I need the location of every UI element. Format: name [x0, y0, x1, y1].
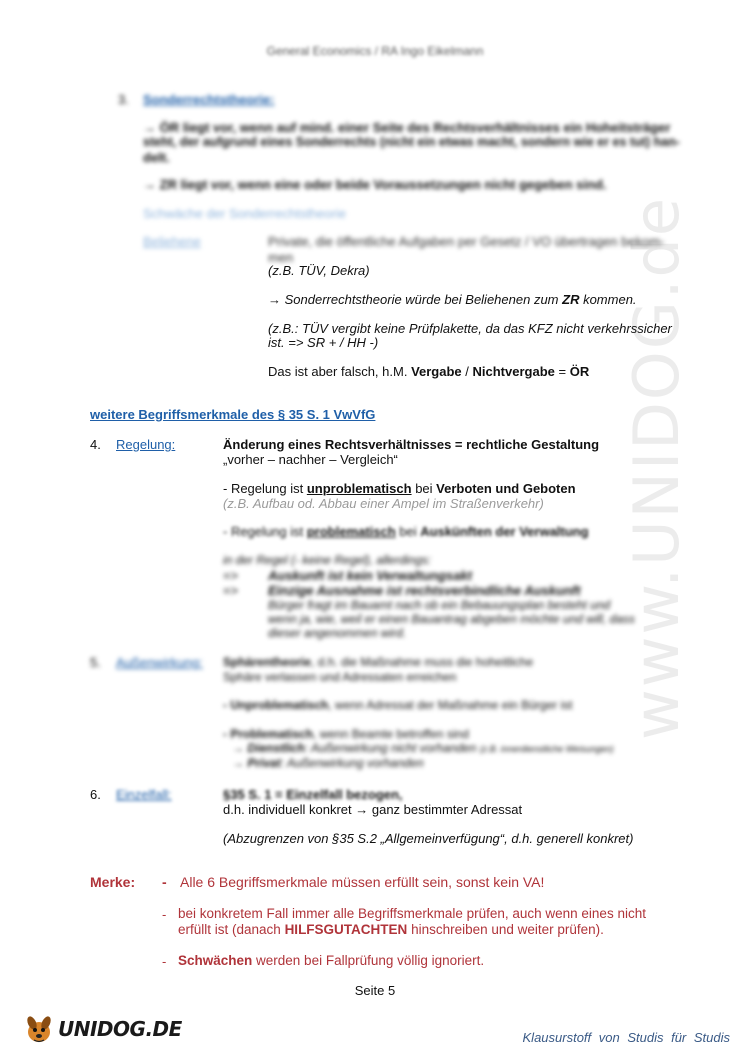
wrong-bold1: Vergabe	[411, 364, 462, 379]
beliehene-arrow-post: kommen.	[579, 292, 637, 307]
merke-bullet3-rest: werden bei Fallprüfung völlig ignoriert.	[252, 953, 485, 968]
prob-mid: bei	[395, 524, 421, 539]
section5-dienst-bold: → Dienstlich	[232, 741, 305, 755]
beliehene-label: Beliehene	[143, 234, 201, 249]
section5-privat	[232, 756, 424, 770]
section5-unprob-rest: , wenn Adressat der Maßnahme ein Bürger ist	[328, 698, 573, 712]
section4-arrow2-sym: =>	[223, 583, 239, 598]
section6-line3: (Abzugrenzen von §35 S.2 „Allgemeinverfügung“, d.h. generell konkret)	[223, 831, 634, 846]
section5-number: 5.	[90, 655, 101, 670]
section3-weakness-heading: Schwäche der Sonderrechtstheorie	[143, 206, 347, 221]
section4-arrow1-text: Auskunft ist kein Verwaltungsakt	[268, 568, 472, 583]
section4-unprob-line	[223, 481, 576, 496]
section5-line1	[223, 655, 533, 669]
merke-bullet2-post: hinschreiben und weiter prüfen).	[407, 922, 604, 937]
watermark: www.UNIDOG.de	[620, 196, 693, 740]
wrong-bold3: ÖR	[569, 364, 590, 379]
section6-number: 6.	[90, 787, 101, 802]
section5-unprob	[223, 698, 572, 712]
merke-bullet2-line1: bei konkretem Fall immer alle Begriffsmerkmale prüfen, auch wenn eines nicht	[178, 906, 646, 921]
section4-arrow2-line4: dieser angenommen wird.	[268, 626, 407, 640]
section5-unprob-bold: - Unproblematisch	[223, 698, 329, 712]
unprob-pre: - Regelung ist	[223, 481, 307, 496]
section6-title: §35 S. 1 = Einzelfall bezogen,	[223, 787, 403, 802]
section5-line1-bold: Sphärentheorie	[223, 655, 312, 669]
unprob-bold: unproblematisch	[306, 481, 412, 496]
merke-bullet2-dash: -	[162, 907, 167, 922]
wrong-sep: /	[461, 364, 473, 379]
merke-bullet1: Alle 6 Begriffsmerkmale müssen erfüllt sein, sonst kein VA!	[180, 874, 545, 890]
section4-title: Änderung eines Rechtsverhältnisses = rechtliche Gestaltung	[223, 437, 600, 452]
section3-p1-line3: delt.	[143, 150, 170, 165]
beliehene-wrong-line	[268, 364, 589, 379]
beliehene-arrow-bold: ZR	[562, 292, 580, 307]
section4-arrow2-text: Einzige Ausnahme ist rechtsverbindliche Auskunft	[268, 583, 581, 598]
section4-label: Regelung:	[116, 437, 176, 452]
section4-arrow2-line3: wenn ja, wie, weil er einen Bauantrag abgeben möchte und will, dass	[268, 612, 635, 626]
section5-label: Außenwirkung:	[116, 655, 203, 670]
section5-privat-bold: → Privat	[232, 756, 281, 770]
dog-mascot-icon	[22, 1012, 56, 1046]
wrong-pre: Das ist aber falsch, h.M.	[268, 364, 412, 379]
section5-dienst	[232, 741, 614, 755]
wrong-post: =	[554, 364, 570, 379]
unidog-logo[interactable]	[22, 1012, 182, 1046]
section4-unprob-example: (z.B. Aufbau od. Abbau einer Ampel im Straßenverkehr)	[223, 496, 544, 511]
section4-prob-line	[223, 524, 589, 539]
section4-rule-line: in der Regel (- keine Regel), allerdings:	[223, 553, 432, 567]
merke-bullet1-dash: -	[162, 874, 167, 890]
section5-dienst-rest: : Außenwirkung nicht vorhanden	[304, 741, 477, 755]
logo-text: UNIDOG.DE	[58, 1017, 182, 1041]
merke-bullet2-bold: HILFSGUTACHTEN	[284, 922, 408, 937]
unprob-mid: bei	[411, 481, 437, 496]
beliehene-line2: men	[268, 250, 294, 265]
beliehene-arrow-pre: → Sonderrechtstheorie würde bei Beliehenen zum	[268, 292, 563, 307]
section4-number: 4.	[90, 437, 101, 452]
section3-heading: Sonderrechtstheorie:	[143, 92, 275, 107]
section3-p2: → ZR liegt vor, wenn eine oder beide Voraussetzungen nicht gegeben sind.	[143, 177, 607, 192]
wrong-bold2: Nichtvergabe	[472, 364, 555, 379]
footer-tagline: Klausurstoff von Studis für Studis	[522, 1030, 730, 1045]
section5-prob-bold: - Problematisch	[223, 727, 314, 741]
unprob-post: Verboten und Geboten	[436, 481, 576, 496]
page-header: General Economics / RA Ingo Eikelmann	[266, 44, 484, 58]
beliehene-example: (z.B. TÜV, Dekra)	[268, 263, 370, 278]
section4-arrow1-sym: =>	[223, 568, 239, 583]
prob-pre: - Regelung ist	[223, 524, 307, 539]
section6-line2: d.h. individuell konkret → ganz bestimmter Adressat	[223, 802, 523, 817]
further-heading: weitere Begriffsmerkmale des § 35 S. 1 VwVfG	[90, 407, 376, 422]
prob-bold: problematisch	[306, 524, 396, 539]
section6-label: Einzelfall:	[116, 787, 172, 802]
section3-p1-line1: → ÖR liegt vor, wenn auf mind. einer Seite des Rechtsverhältnisses ein Hoheitsträger	[143, 120, 671, 135]
merke-bullet3-dash: -	[162, 954, 167, 969]
section5-dienst-small: (z.B. innerdienstliche Weisungen)	[479, 744, 614, 754]
section5-line2: Sphäre verlassen und Adressaten erreichen	[223, 670, 457, 684]
beliehene-arrow-line	[268, 292, 637, 307]
beliehene-line1: Private, die öffentliche Aufgaben per Gesetz / VO übertragen bekom-	[268, 234, 665, 249]
section3-number: 3.	[118, 92, 129, 107]
section5-prob-rest: , wenn Beamte betroffen sind	[313, 727, 469, 741]
section5-line1-rest: , d.h. die Maßnahme muss die hoheitliche	[311, 655, 534, 669]
section5-privat-rest: : Außenwirkung vorhanden	[280, 756, 424, 770]
beliehene-example2-line2: ist. => SR + / HH -)	[268, 335, 379, 350]
merke-bullet2-line2	[178, 922, 604, 937]
section5-prob	[223, 727, 469, 741]
merke-bullet3	[178, 953, 484, 968]
section4-subtitle: „vorher – nachher – Vergleich“	[223, 452, 398, 467]
merke-label: Merke:	[90, 874, 136, 890]
merke-bullet2-pre: erfüllt ist (danach	[178, 922, 285, 937]
merke-bullet3-bold: Schwächen	[178, 953, 253, 968]
prob-post: Auskünften der Verwaltung	[420, 524, 589, 539]
section4-arrow2-line2: Bürger fragt im Bauamt nach ob ein Bebauungsplan besteht und	[268, 598, 611, 612]
beliehene-example2-line1: (z.B.: TÜV vergibt keine Prüfplakette, da das KFZ nicht verkehrssicher	[268, 321, 672, 336]
page-number: Seite 5	[354, 983, 396, 998]
section3-p1-line2: steht, der aufgrund eines Sonderrechts (nicht ein etwas macht, sondern wie er es tut) han-	[143, 135, 680, 149]
